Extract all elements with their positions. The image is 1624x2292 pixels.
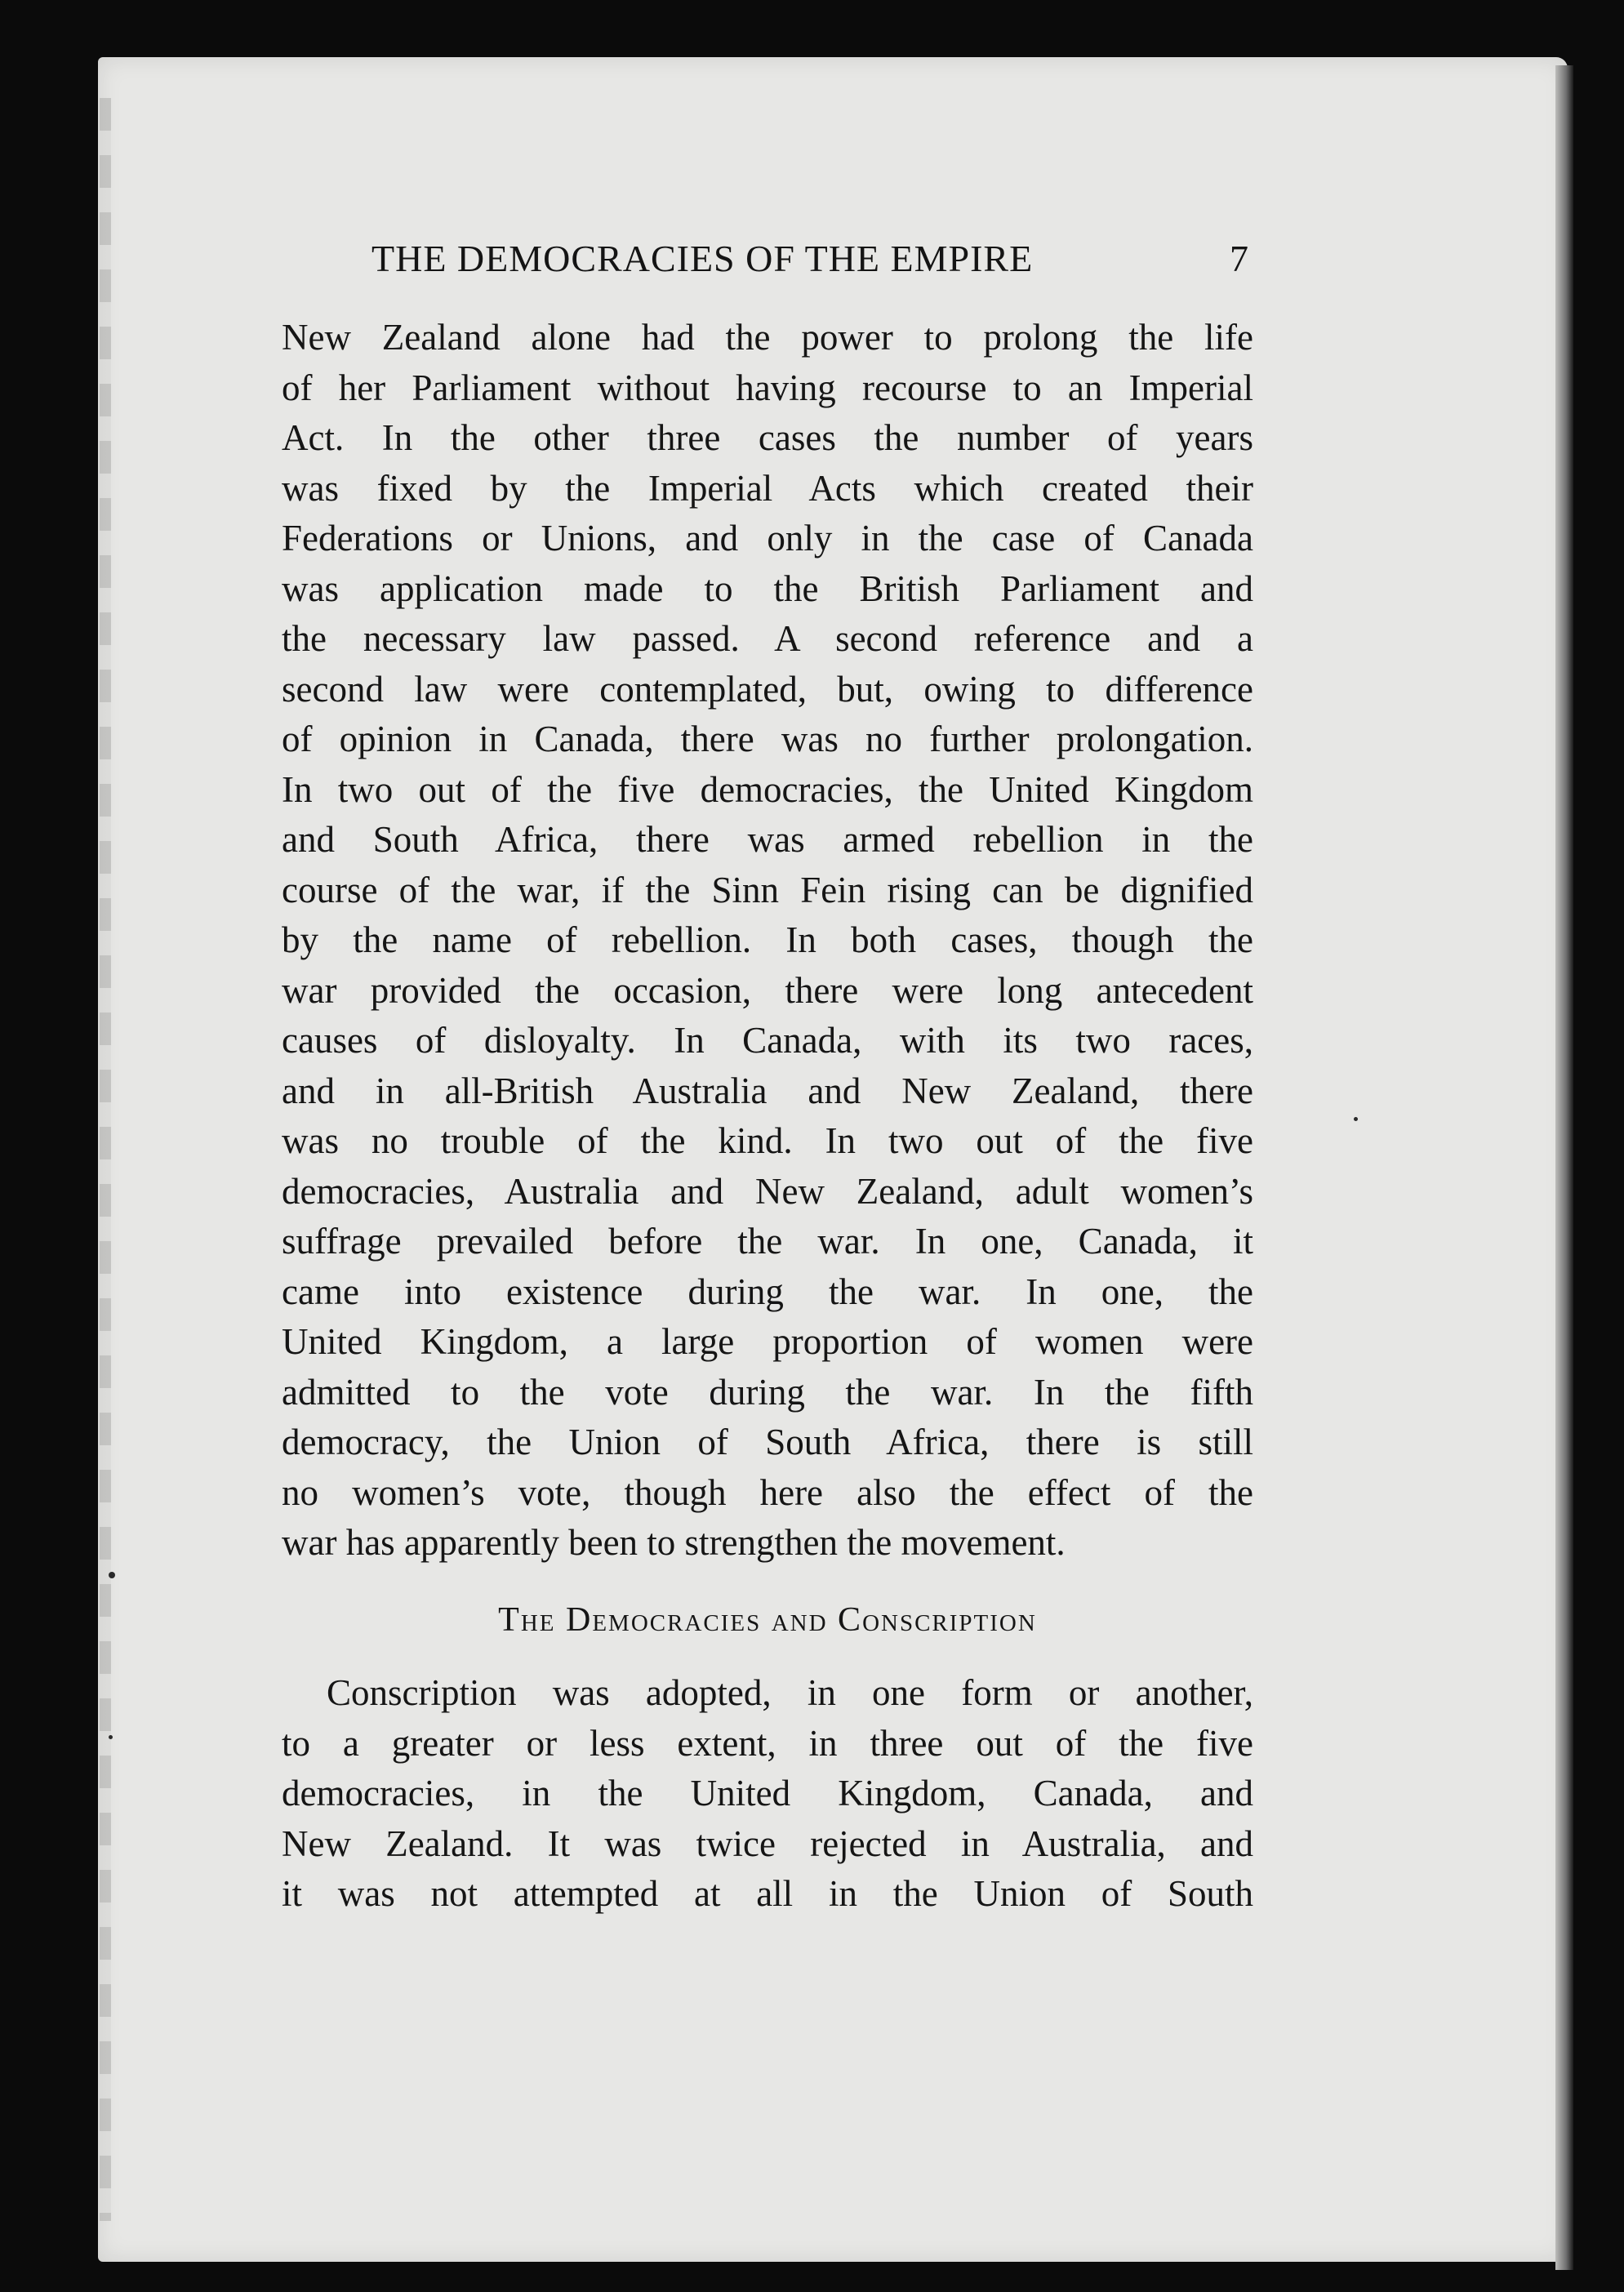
text-line: admitted to the vote during the war. In the fifth: [282, 1371, 1253, 1413]
text-line: the necessary law passed. A second reference and a: [282, 618, 1253, 659]
text-line: New Zealand alone had the power to prolong the life: [282, 317, 1253, 358]
text-line: democracies, in the United Kingdom, Canada, and: [282, 1773, 1253, 1814]
text-line: second law were contemplated, but, owing to difference: [282, 668, 1253, 710]
running-head-title: THE DEMOCRACIES OF THE EMPIRE: [372, 238, 1034, 279]
text-line: democracy, the Union of South Africa, there is still: [282, 1422, 1253, 1462]
text-line: was fixed by the Imperial Acts which created their: [282, 467, 1253, 509]
page-number: 7: [1230, 238, 1249, 279]
text-line: suffrage prevailed before the war. In one, Canada, it: [282, 1221, 1253, 1262]
text-line: was no trouble of the kind. In two out of the five: [282, 1120, 1253, 1161]
text-line: of her Parliament without having recourse to an Imperial: [282, 367, 1253, 408]
text-line: war has apparently been to strengthen the movement.: [282, 1522, 1066, 1563]
text-line: war provided the occasion, there were long antecedent: [282, 969, 1253, 1011]
page-edge: [1555, 65, 1573, 2270]
running-head: [372, 237, 1249, 280]
text-line: of opinion in Canada, there was no further prolongation.: [282, 719, 1253, 759]
section-heading: The Democracies and Conscription: [498, 1601, 1037, 1639]
margin-mark: [109, 1572, 115, 1578]
text-line: United Kingdom, a large proportion of women were: [282, 1321, 1253, 1362]
text-line: was application made to the British Parliament and: [282, 567, 1253, 609]
page-binding-shadow: [100, 98, 111, 2221]
text-line: no women’s vote, though here also the effect of the: [282, 1471, 1253, 1513]
paragraph-1: [282, 313, 1253, 1569]
text-line: by the name of rebellion. In both cases, though the: [282, 919, 1253, 960]
text-line: Conscription was adopted, in one form or another,: [327, 1672, 1253, 1713]
text-line: and South Africa, there was armed rebellion in the: [282, 819, 1253, 860]
text-line: Act. In the other three cases the number of years: [282, 417, 1253, 458]
text-line: it was not attempted at all in the Union of South: [282, 1873, 1253, 1914]
text-line: New Zealand. It was twice rejected in Australia, and: [282, 1822, 1253, 1864]
text-line: and in all-British Australia and New Zealand, there: [282, 1070, 1253, 1111]
text-line: came into existence during the war. In one, the: [282, 1271, 1253, 1312]
text-line: In two out of the five democracies, the United Kingdom: [282, 768, 1253, 810]
text-line: to a greater or less extent, in three out of the five: [282, 1722, 1253, 1764]
text-line: democracies, Australia and New Zealand, adult women’s: [282, 1170, 1253, 1212]
margin-mark: [109, 1735, 113, 1739]
paragraph-2: [282, 1668, 1253, 1920]
text-line: course of the war, if the Sinn Fein rising can be dignified: [282, 869, 1253, 910]
text-line: causes of disloyalty. In Canada, with its two races,: [282, 1020, 1253, 1061]
margin-mark: [1354, 1117, 1358, 1121]
text-line: Federations or Unions, and only in the case of Canada: [282, 518, 1253, 559]
